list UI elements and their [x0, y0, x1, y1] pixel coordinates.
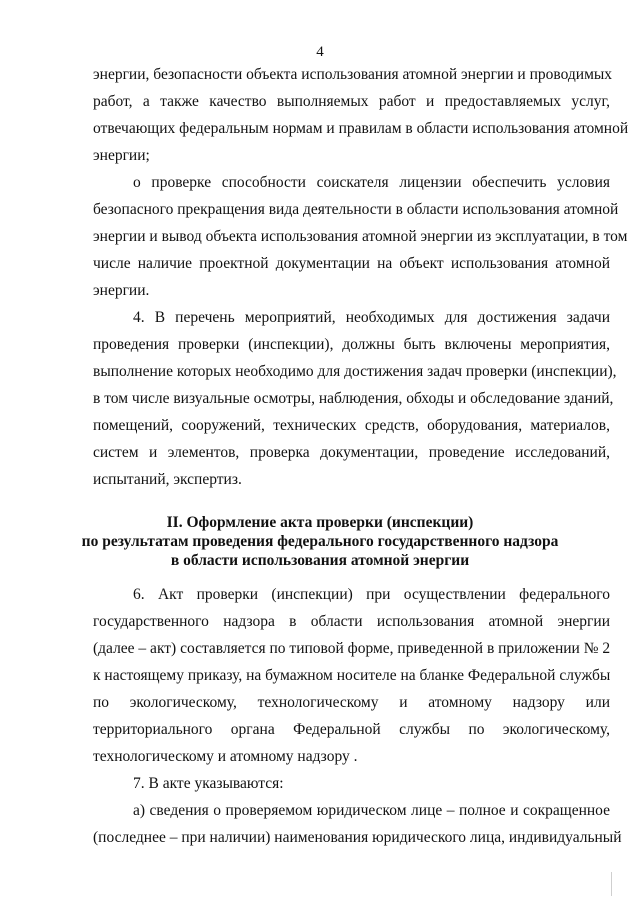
- paragraph-2-line: энергии и вывод объекта использования атомной энергии из эксплуатации, в том: [93, 228, 628, 245]
- section-heading-line: по результатам проведения федерального государственного надзора: [81, 533, 559, 550]
- paragraph-3-line: помещений, сооружений, технических средств, оборудования, материалов,: [93, 417, 610, 434]
- paragraph-3-line: проведения проверки (инспекции), должны быть включены мероприятия,: [93, 336, 610, 353]
- paragraph-a-line: (последнее – при наличии) наименования юридического лица, индивидуальный: [93, 829, 622, 846]
- paragraph-1-line: энергии;: [93, 147, 150, 164]
- paragraph-6-line: территориального органа Федеральной службы по экологическому,: [93, 721, 610, 738]
- paragraph-3-line: испытаний, экспертиз.: [93, 471, 242, 488]
- paragraph-6-line: 6. Акт проверки (инспекции) при осуществлении федерального: [133, 586, 610, 603]
- paragraph-2-line: числе наличие проектной документации на объект использования атомной: [93, 255, 610, 272]
- paragraph-2-line: энергии.: [93, 282, 150, 299]
- page-number: 4: [316, 44, 324, 60]
- paragraph-6-line: (далее – акт) составляется по типовой форме, приведенной в приложении № 2: [93, 640, 611, 657]
- paragraph-a-line: а) сведения о проверяемом юридическом лице – полное и сокращенное: [133, 802, 610, 819]
- paragraph-3-line: в том числе визуальные осмотры, наблюдения, обходы и обследование зданий,: [93, 390, 614, 407]
- paragraph-3-line: систем и элементов, проверка документации, проведение исследований,: [93, 444, 610, 461]
- paragraph-6-line: государственного надзора в области использования атомной энергии: [93, 613, 610, 630]
- paragraph-3-line: выполнение которых необходимо для достижения задач проверки (инспекции),: [93, 363, 617, 380]
- paragraph-1-line: работ, а также качество выполняемых работ и предоставляемых услуг,: [93, 93, 610, 110]
- paragraph-7-line: 7. В акте указываются:: [133, 775, 284, 792]
- paragraph-6-line: к настоящему приказу, на бумажном носителе на бланке Федеральной службы: [93, 667, 611, 684]
- section-heading-line: II. Оформление акта проверки (инспекции): [166, 514, 474, 531]
- paragraph-6-line: по экологическому, технологическому и атомному надзору или: [93, 694, 610, 711]
- section-heading-line: в области использования атомной энергии: [170, 552, 470, 569]
- paragraph-3-line: 4. В перечень мероприятий, необходимых для достижения задачи: [133, 309, 610, 326]
- paragraph-1-line: отвечающих федеральным нормам и правилам в области использования атомной: [93, 120, 629, 137]
- paragraph-1-line: энергии, безопасности объекта использования атомной энергии и проводимых: [93, 66, 613, 83]
- paragraph-6-line: технологическому и атомному надзору .: [93, 748, 358, 765]
- paragraph-2-line: о проверке способности соискателя лицензии обеспечить условия: [133, 174, 610, 191]
- scan-artifact: [611, 872, 612, 896]
- paragraph-2-line: безопасного прекращения вида деятельности в области использования атомной: [93, 201, 619, 218]
